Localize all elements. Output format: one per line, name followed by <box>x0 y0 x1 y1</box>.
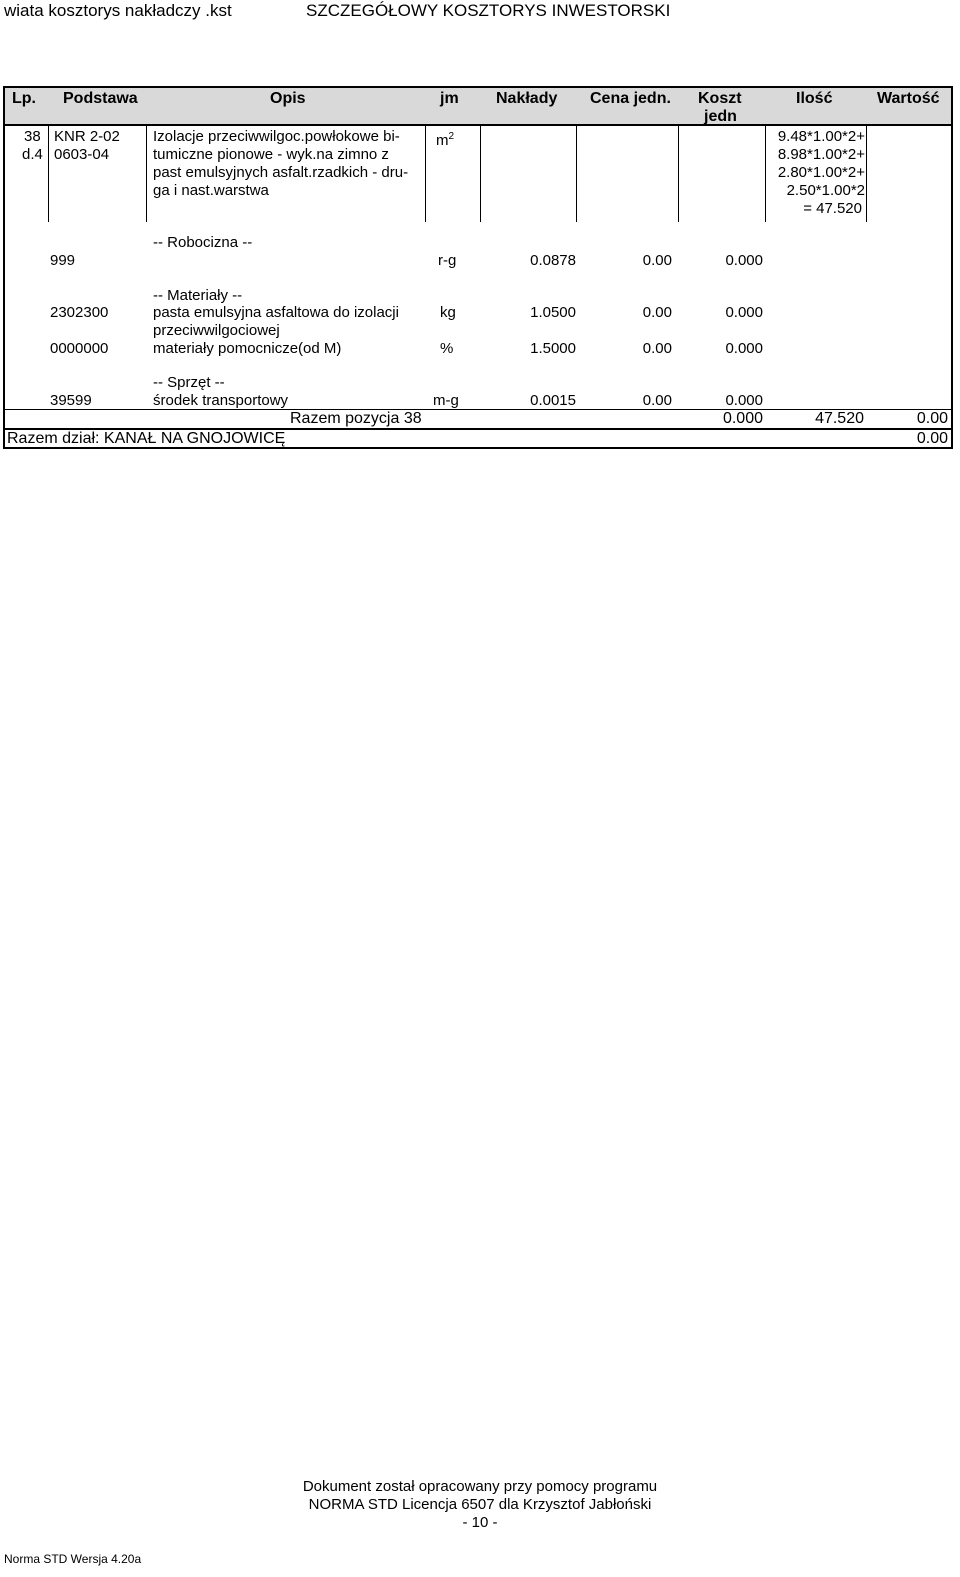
col-podstawa: Podstawa <box>63 90 138 107</box>
row-code: 999 <box>50 252 76 269</box>
row-code: 39599 <box>50 392 92 409</box>
row-koszt: 0.000 <box>725 340 763 357</box>
row-jm: kg <box>440 304 456 321</box>
row-code: 2302300 <box>50 304 109 321</box>
razem-dzial-wartosc: 0.00 <box>916 430 948 447</box>
col-divider <box>48 126 49 222</box>
position-jm <box>436 128 454 150</box>
row-jm: r-g <box>438 252 457 269</box>
row-code: 0000000 <box>50 340 109 357</box>
software-version: Norma STD Wersja 4.20a <box>4 1552 142 1566</box>
section-sprzet: -- Sprzęt -- <box>153 374 225 391</box>
col-ilosc: Ilość <box>796 90 833 107</box>
ilosc-formula: 8.98*1.00*2+ <box>777 146 865 163</box>
row-koszt: 0.000 <box>725 304 763 321</box>
position-opis: ga i nast.warstwa <box>153 182 269 199</box>
col-divider <box>425 126 426 222</box>
col-divider <box>480 126 481 222</box>
footer-note: Dokument został opracowany przy pomocy programu <box>302 1478 658 1495</box>
position-opis: tumiczne pionowe - wyk.na zimno z <box>153 146 389 163</box>
row-cena: 0.00 <box>642 304 672 321</box>
col-wartosc: Wartość <box>877 90 940 107</box>
footer-license: NORMA STD Licencja 6507 dla Krzysztof Jabłoński <box>308 1496 652 1513</box>
row-koszt: 0.000 <box>725 392 763 409</box>
col-divider <box>576 126 577 222</box>
razem-dzial-label: Razem dział: KANAŁ NA GNOJOWICĘ <box>7 430 286 447</box>
col-divider <box>146 126 147 222</box>
page-number: - 10 - <box>462 1514 498 1531</box>
row-jm: m-g <box>433 392 459 409</box>
ilosc-result: = 47.520 <box>803 200 862 217</box>
row-naklady: 0.0015 <box>530 392 576 409</box>
position-podstawa-code: 0603-04 <box>54 146 110 163</box>
row-cena: 0.00 <box>642 392 672 409</box>
table-header <box>3 86 953 126</box>
col-koszt-jedn: jedn <box>704 108 737 125</box>
position-lp: 38 <box>24 128 41 145</box>
position-opis: past emulsyjnych asfalt.rzadkich - dru- <box>153 164 409 181</box>
position-podstawa: KNR 2-02 <box>54 128 120 145</box>
jm-unit: m <box>436 132 449 149</box>
row-desc-cont: przeciwwilgociowej <box>153 322 280 339</box>
row-desc: materiały pomocnicze(od M) <box>153 340 342 357</box>
razem-pozycja-ilosc: 47.520 <box>815 410 864 427</box>
col-naklady: Nakłady <box>496 90 558 107</box>
razem-pozycja-koszt: 0.000 <box>722 410 763 427</box>
row-cena: 0.00 <box>642 252 672 269</box>
row-naklady: 1.5000 <box>530 340 576 357</box>
jm-exponent: 2 <box>448 131 455 142</box>
position-opis: Izolacje przeciwwilgoc.powłokowe bi- <box>153 128 400 145</box>
col-opis: Opis <box>270 90 306 107</box>
ilosc-formula: 9.48*1.00*2+ <box>777 128 865 145</box>
row-jm: % <box>440 340 454 357</box>
row-koszt: 0.000 <box>725 252 763 269</box>
razem-pozycja-wartosc: 0.00 <box>916 410 948 427</box>
col-cena: Cena jedn. <box>590 90 671 107</box>
row-desc: środek transportowy <box>153 392 289 409</box>
razem-pozycja-label: Razem pozycja 38 <box>290 410 422 427</box>
col-divider <box>866 126 867 222</box>
position-lp-sub: d.4 <box>22 146 43 163</box>
row-desc: pasta emulsyjna asfaltowa do izolacji <box>153 304 399 321</box>
col-jm: jm <box>440 90 459 107</box>
col-koszt: Koszt <box>698 90 742 107</box>
report-title: SZCZEGÓŁOWY KOSZTORYS INWESTORSKI <box>306 1 671 20</box>
row-cena: 0.00 <box>642 340 672 357</box>
section-robocizna: -- Robocizna -- <box>153 234 253 251</box>
col-lp: Lp. <box>12 90 36 107</box>
row-naklady: 1.0500 <box>530 304 576 321</box>
row-naklady: 0.0878 <box>530 252 576 269</box>
col-divider <box>678 126 679 222</box>
ilosc-formula: 2.50*1.00*2 <box>786 182 865 199</box>
section-materialy: -- Materiały -- <box>153 287 243 304</box>
ilosc-formula: 2.80*1.00*2+ <box>777 164 865 181</box>
file-name: wiata kosztorys nakładczy .kst <box>4 1 232 20</box>
